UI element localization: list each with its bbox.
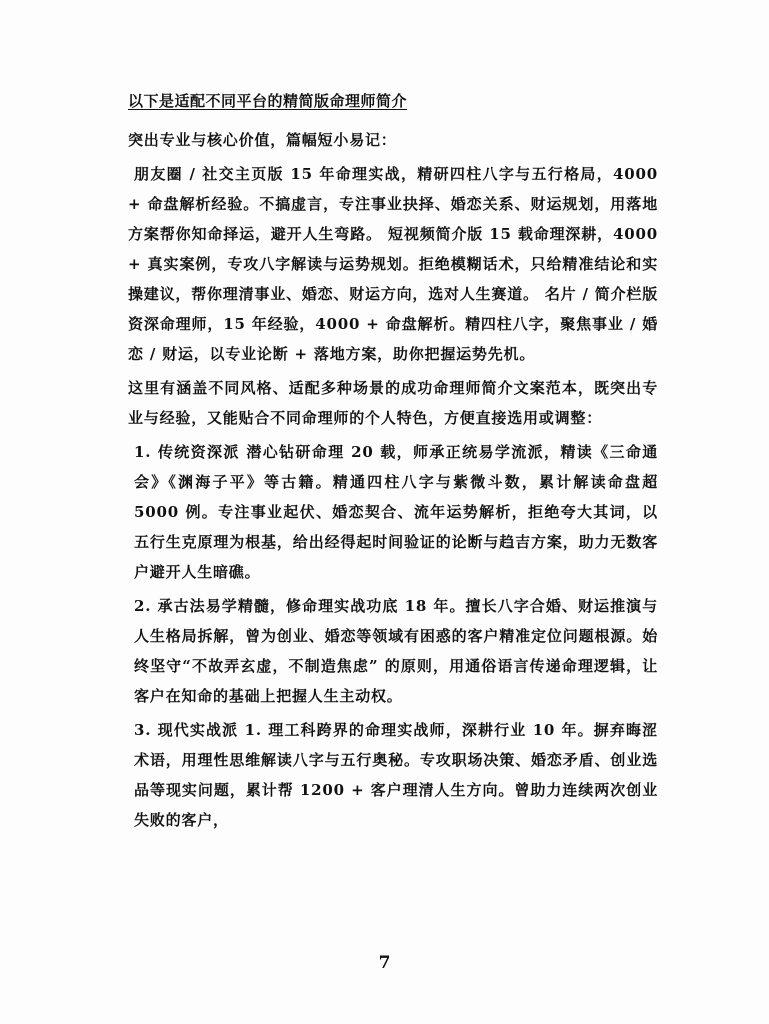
list-item-modern: 3. 现代实战派 1. 理工科跨界的命理实战师，深耕行业 10 年。摒弃晦涩术语，用理性思维解读八字与五行奥秘。专攻职场决策、婚恋矛盾、创业选品等现实问题，累计帮 1200 + 客户理清人生方向。曾助力连续两次创业失败的客户， — [134, 721, 658, 829]
styles-intro-paragraph: 这里有涵盖不同风格、适配多种场景的成功命理师简介文案范本，既突出专业与经验，又能贴合不同命理师的个人特色，方便直接选用或调整： — [128, 379, 658, 427]
list-item-classical: 2. 承古法易学精髓，修命理实战功底 18 年。擅长八字合婚、财运推演与人生格局拆解，曾为创业、婚恋等领域有困惑的客户精准定位问题根源。始终坚守“不故弄玄虚，不制造焦虑” 的原则，用通俗语言传递命理逻辑，让客户在知命的基础上把握人生主动权。 — [134, 597, 658, 705]
document-body — [128, 90, 658, 839]
list-item-traditional: 1. 传统资深派 潜心钻研命理 20 载，师承正统易学流派，精读《三命通会》《渊海子平》等古籍。精通四柱八字与紫微斗数，累计解读命盘超 5000 例。专注事业起伏、婚恋契合、流年运势解析，拒绝夸大其词，以五行生克原理为根基，给出经得起时间验证的论断与趋吉方案，助力无数客户避开人生暗礁。 — [134, 443, 658, 581]
platform-versions-paragraph: 朋友圈 / 社交主页版 15 年命理实战，精研四柱八字与五行格局，4000 + 命盘解析经验。不搞虚言，专注事业抉择、婚恋关系、财运规划，用落地方案帮你知命择运，避开人生弯路。 短视频简介版 15 载命理深耕，4000 + 真实案例，专攻八字解读与运势规划。拒绝模糊话术，只给精准结论和实操建议，帮你理清事业、婚恋、财运方向，选对人生赛道。 名片 / 简介栏版 资深命理师，15 年经验，4000 + 命盘解析。精四柱八字，聚焦事业 / 婚恋 / 财运，以专业论断 + 落地方案，助你把握运势先机。 — [128, 165, 658, 363]
document-heading: 以下是适配不同平台的精简版命理师简介 — [128, 92, 408, 110]
intro-paragraph: 突出专业与核心价值，篇幅短小易记： — [128, 131, 397, 149]
page-number: 7 — [378, 953, 391, 973]
